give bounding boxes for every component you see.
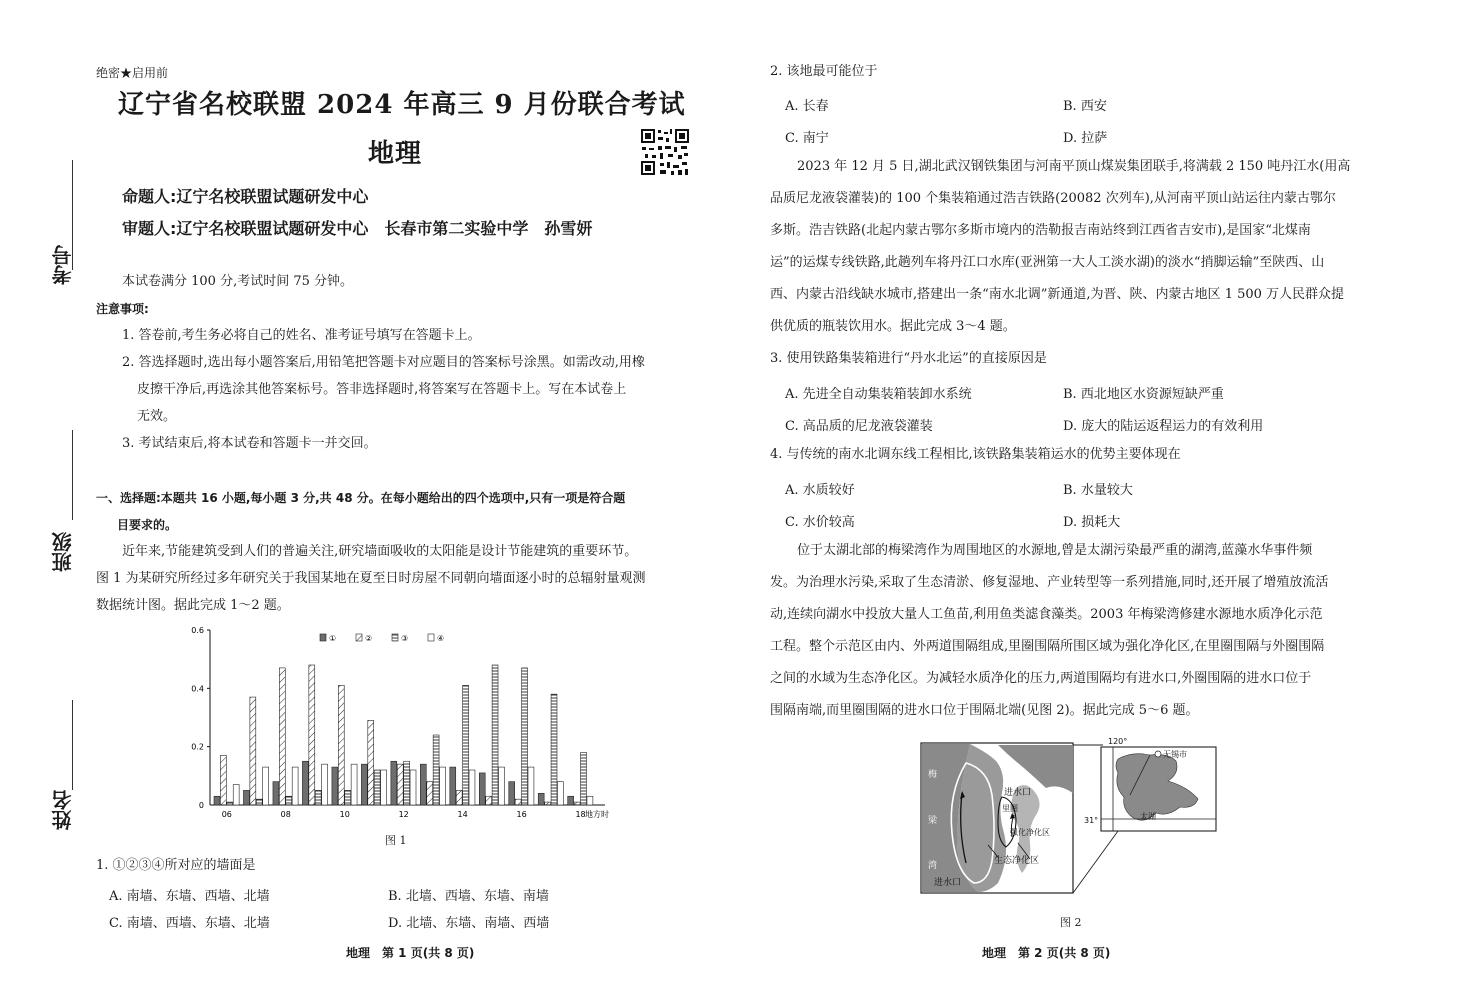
bar-series1-h16 — [509, 782, 515, 805]
bar-series3-h17 — [551, 694, 557, 805]
section1-heading: 一、选择题:本题共 16 小题,每小题 3 分,共 48 分。在每小题给出的四个选项中,只有一项是符合题 — [96, 491, 626, 505]
x-axis-label: 地方时 — [585, 810, 609, 819]
y-tick-label: 0.4 — [191, 684, 204, 694]
subject-title: 地理 — [368, 139, 423, 169]
x-tick-label: 06 — [221, 810, 232, 819]
bar-series1-h6 — [214, 796, 220, 805]
bar-series1-h7 — [243, 790, 249, 805]
bar-series2-h12 — [397, 764, 403, 805]
bar-series3-h10 — [345, 790, 351, 805]
x-tick-label: 10 — [339, 810, 350, 819]
x-tick-label: 18 — [575, 810, 586, 819]
bar-series2-h9 — [309, 665, 315, 805]
q1-option-c[interactable]: C. 南墙、西墙、东墙、北墙 — [109, 916, 270, 931]
map-label-eco: 生态净化区 — [994, 856, 1040, 866]
q3-option-b[interactable]: B. 西北地区水资源短缺严重 — [1063, 387, 1224, 402]
passage2-line1: 2023 年 12 月 5 日,湖北武汉钢铁集团与河南平顶山煤炭集团联手,将满载 2 150 吨丹江水(用高 — [797, 159, 1351, 174]
question-4: 4. 与传统的南水北调东线工程相比,该铁路集装箱运水的优势主要体现在 — [770, 447, 1181, 462]
bar-series4-h17 — [557, 782, 563, 805]
q4-option-a[interactable]: A. 水质较好 — [785, 483, 855, 498]
question-3: 3. 使用铁路集装箱进行“丹水北运”的直接原因是 — [770, 351, 1047, 366]
map-label-liang: 梁 — [928, 816, 938, 826]
page1-footer: 地理 第 1 页(共 8 页) — [346, 946, 475, 960]
bar-series3-h7 — [256, 799, 262, 805]
q2-option-a[interactable]: A. 长春 — [785, 99, 829, 114]
bar-series3-h8 — [286, 796, 292, 805]
note-3: 3. 考试结束后,将本试卷和答题卡一并交回。 — [122, 436, 377, 451]
map-label-mei: 梅 — [928, 770, 938, 780]
y-tick-label: 0 — [198, 801, 204, 810]
y-tick-label: 0.6 — [191, 626, 204, 635]
passage3-line2: 发。为治理水污染,采取了生态清淤、修复湿地、产业转型等一系列措施,同时,还开展了增殖放流活 — [770, 575, 1329, 590]
inset-lat-label: 31° — [1084, 816, 1099, 825]
passage3-line3: 动,连续向湖水中投放大量人工鱼苗,利用鱼类滤食藻类。2003 年梅梁湾修建水源地水质净化示范 — [770, 607, 1323, 622]
confidential-mark: 绝密★启用前 — [96, 66, 169, 80]
inset-lon-label: 120° — [1108, 737, 1128, 746]
author-line: 命题人:辽宁名校联盟试题研发中心 — [122, 187, 369, 206]
bar-series3-h12 — [404, 761, 410, 805]
note-1: 1. 答卷前,考生务必将自己的姓名、准考证号填写在答题卡上。 — [122, 328, 481, 343]
radiation-bar-chart — [170, 622, 620, 827]
map-label-inlet-bottom: 进水口 — [934, 878, 962, 888]
legend-label: ② — [365, 634, 373, 643]
bar-series2-h6 — [220, 755, 226, 805]
bar-series2-h16 — [515, 799, 521, 805]
bar-series3-h15 — [492, 665, 498, 805]
bar-series3-h13 — [433, 735, 439, 805]
q1-option-a[interactable]: A. 南墙、东墙、西墙、北墙 — [109, 889, 270, 904]
exam-title: 辽宁省名校联盟 2024 年高三 9 月份联合考试 — [118, 90, 686, 120]
passage3-line5: 之间的水域为生态净化区。为减轻水质净化的压力,两道围隔均有进水口,外圈围隔的进水口位于 — [770, 671, 1312, 686]
bar-series1-h12 — [391, 761, 397, 805]
q2-option-d[interactable]: D. 拉萨 — [1063, 131, 1108, 146]
bar-series2-h11 — [368, 720, 374, 805]
bar-series2-h8 — [279, 668, 285, 805]
legend-swatch — [320, 634, 326, 641]
bar-series4-h18 — [587, 796, 593, 805]
bar-series4-h10 — [351, 764, 357, 805]
legend-swatch — [356, 634, 362, 641]
passage3-line6: 围隔南端,而里圈围隔的进水口位于围隔北端(见图 2)。据此完成 5～6 题。 — [770, 703, 1199, 718]
x-tick-label: 16 — [516, 810, 527, 819]
x-tick-label: 08 — [280, 810, 291, 819]
bar-series1-h18 — [568, 796, 574, 805]
inset-lake-label: 太湖 — [1140, 812, 1156, 821]
x-tick-label: 12 — [398, 810, 409, 819]
q4-option-c[interactable]: C. 水价较高 — [785, 515, 855, 530]
q2-option-b[interactable]: B. 西安 — [1063, 99, 1107, 114]
sidebar-xingming: 姓名 — [51, 790, 75, 830]
bar-series3-h11 — [374, 770, 380, 805]
bar-series4-h9 — [322, 764, 328, 805]
bar-series3-h18 — [581, 753, 587, 806]
bar-series4-h8 — [292, 767, 298, 805]
bar-series1-h14 — [450, 767, 456, 805]
bar-series4-h6 — [233, 785, 239, 805]
bar-series4-h13 — [440, 767, 446, 805]
q3-option-d[interactable]: D. 庞大的陆运返程运力的有效利用 — [1063, 419, 1264, 434]
bar-series4-h14 — [469, 770, 475, 805]
section1-heading-cont: 目要求的。 — [117, 518, 178, 532]
bar-series4-h7 — [263, 767, 269, 805]
legend-label: ④ — [437, 634, 445, 643]
bar-series3-h9 — [315, 790, 321, 805]
bar-series1-h10 — [332, 767, 338, 805]
bar-series2-h15 — [486, 796, 492, 805]
bar-series1-h8 — [273, 782, 279, 805]
sidebar-line-bottom — [72, 700, 73, 790]
map-label-wan: 湾 — [928, 861, 938, 871]
passage2-line5: 西、内蒙古沿线缺水城市,搭建出一条“南水北调”新通道,为晋、陕、内蒙古地区 1 500 万人民群众提 — [770, 287, 1345, 302]
bar-series3-h6 — [227, 802, 233, 805]
bar-series2-h14 — [456, 790, 462, 805]
passage3-line4: 工程。整个示范区由内、外两道围隔组成,里圈围隔所围区域为强化净化区,在里圈围隔与外圈围隔 — [770, 639, 1325, 654]
qr-code-icon — [640, 128, 690, 176]
question-1: 1. ①②③④所对应的墙面是 — [96, 858, 256, 873]
figure1-caption: 图 1 — [385, 834, 407, 847]
score-time: 本试卷满分 100 分,考试时间 75 分钟。 — [122, 274, 354, 289]
bar-series4-h16 — [528, 767, 534, 805]
figure2-caption: 图 2 — [1060, 916, 1082, 929]
legend-swatch — [428, 634, 434, 641]
bar-series2-h17 — [545, 802, 551, 805]
inset-city-label: 无锡市 — [1163, 750, 1187, 759]
note-2: 2. 答选择题时,选出每小题答案后,用铅笔把答题卡对应题目的答案标号涂黑。如需改动,用橡 — [122, 355, 645, 370]
passage2-line3: 多斯。浩吉铁路(北起内蒙古鄂尔多斯市境内的浩勒报吉南站终到江西省吉安市),是国家“北煤南 — [770, 223, 1311, 238]
passage2-line2: 品质尼龙液袋灌装)的 100 个集装箱通过浩吉铁路(20082 次列车),从河南平顶山站运往内蒙古鄂尔 — [770, 191, 1336, 206]
reviewer-line: 审题人:辽宁名校联盟试题研发中心 长春市第二实验中学 孙雪妍 — [122, 219, 593, 238]
question-2: 2. 该地最可能位于 — [770, 64, 878, 79]
bar-series3-h16 — [522, 668, 528, 805]
bar-series1-h11 — [361, 764, 367, 805]
y-tick-label: 0.2 — [191, 742, 204, 752]
notes-title: 注意事项: — [96, 302, 149, 316]
q2-option-c[interactable]: C. 南宁 — [785, 131, 829, 146]
sidebar-line-mid — [72, 430, 73, 520]
bar-series1-h13 — [420, 764, 426, 805]
page2-footer: 地理 第 2 页(共 8 页) — [982, 946, 1111, 960]
bar-series2-h18 — [574, 802, 580, 805]
bar-series3-h14 — [463, 685, 469, 805]
passage3-line1: 位于太湖北部的梅梁湾作为周围地区的水源地,曾是太湖污染最严重的湖湾,蓝藻水华事件频 — [797, 543, 1313, 558]
bar-series4-h12 — [410, 770, 416, 805]
passage1-line1: 近年来,节能建筑受到人们的普遍关注,研究墙面吸收的太阳能是设计节能建筑的重要环节。 — [122, 544, 638, 559]
bar-series2-h13 — [427, 782, 433, 805]
q3-option-a[interactable]: A. 先进全自动集装箱装卸水系统 — [785, 387, 972, 402]
sidebar-kaohao: 考号 — [51, 245, 75, 285]
map-label-strengthen: 强化净化区 — [1010, 828, 1050, 837]
passage1-line3: 数据统计图。据此完成 1～2 题。 — [96, 598, 290, 613]
q4-option-d[interactable]: D. 损耗大 — [1063, 515, 1121, 530]
note-2-end: 无效。 — [137, 409, 177, 424]
bar-series4-h11 — [381, 770, 387, 805]
passage1-line2: 图 1 为某研究所经过多年研究关于我国某地在夏至日时房屋不同朝向墙面逐小时的总辐射量观测 — [96, 571, 646, 586]
note-2-cont: 皮擦干净后,再选涂其他答案标号。答非选择题时,将答案写在答题卡上。写在本试卷上 — [137, 382, 627, 397]
q3-option-c[interactable]: C. 高品质的尼龙液袋灌装 — [785, 419, 933, 434]
passage2-line6: 供优质的瓶装饮用水。据此完成 3～4 题。 — [770, 319, 1016, 334]
bar-series1-h15 — [479, 773, 485, 805]
bar-series1-h9 — [302, 761, 308, 805]
legend-label: ③ — [401, 634, 409, 643]
bar-series2-h10 — [338, 685, 344, 805]
q4-option-b[interactable]: B. 水量较大 — [1063, 483, 1133, 498]
x-tick-label: 14 — [457, 810, 468, 819]
map-label-inner: 里圈 — [1002, 804, 1018, 813]
bar-series2-h7 — [250, 697, 256, 805]
q1-option-d[interactable]: D. 北墙、东墙、南墙、西墙 — [388, 916, 550, 931]
bar-series4-h15 — [499, 767, 505, 805]
map-label-inlet-top: 进水口 — [1004, 788, 1032, 798]
passage2-line4: 运”的运煤专线铁路,此趟列车将丹江口水库(亚洲第一大人工淡水湖)的淡水“捎脚运输”至陕西、山 — [770, 255, 1325, 270]
meiliang-bay-map — [918, 733, 1218, 898]
q1-option-b[interactable]: B. 北墙、西墙、东墙、南墙 — [388, 889, 549, 904]
legend-label: ① — [329, 634, 337, 643]
bar-series1-h17 — [538, 793, 544, 805]
legend-swatch — [392, 634, 398, 641]
sidebar-banji: 班级 — [51, 532, 75, 572]
